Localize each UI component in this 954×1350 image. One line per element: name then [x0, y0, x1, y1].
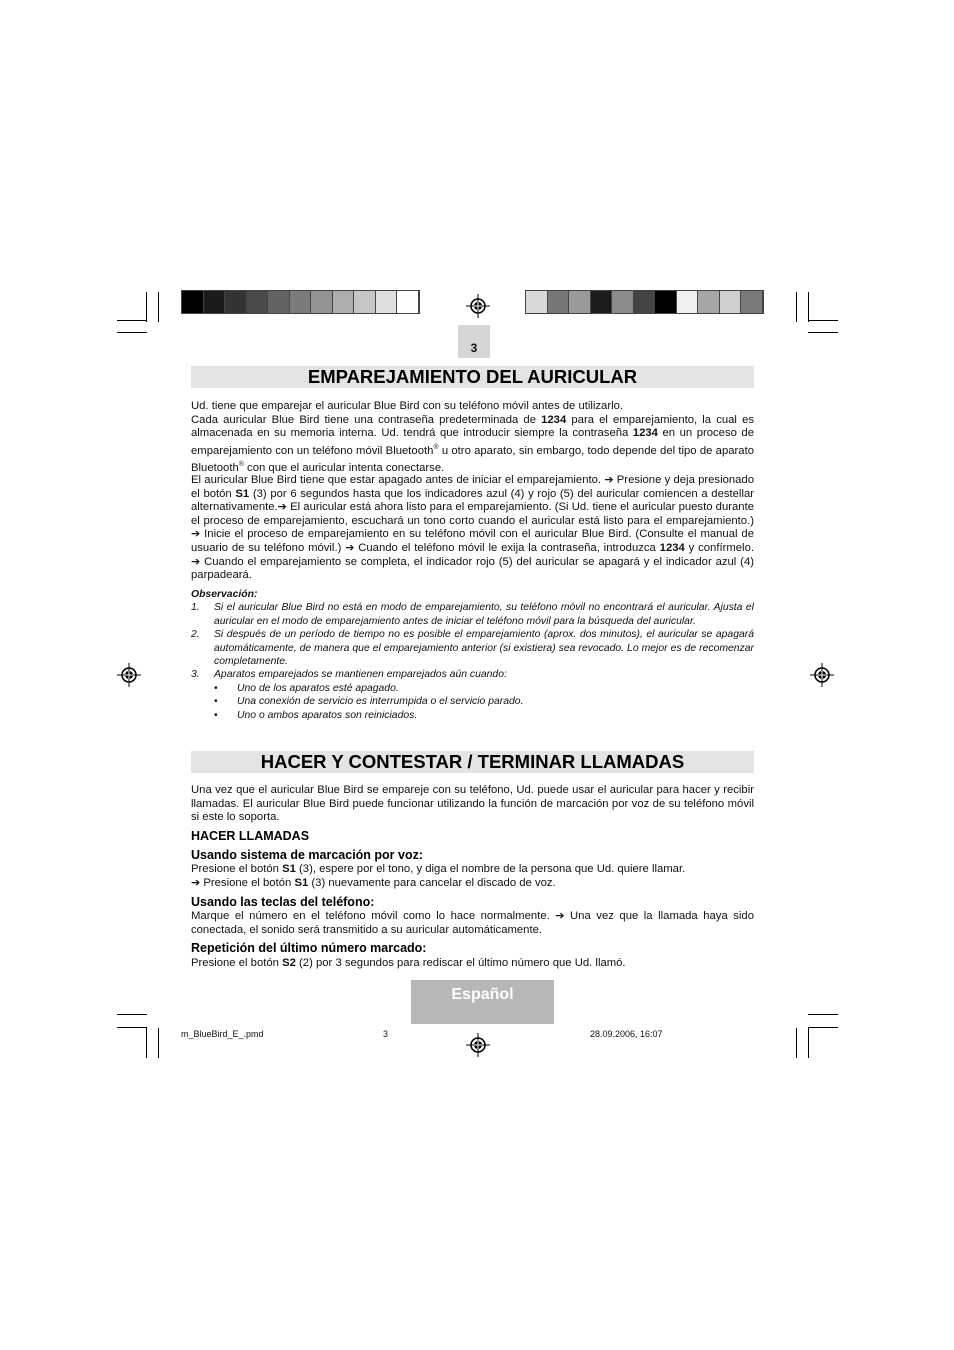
text: Marque el número en el teléfono móvil como lo hace normalmente.	[191, 910, 556, 922]
text: Presione y deja presionado el botón	[191, 474, 754, 500]
color-bar-left	[181, 290, 420, 314]
note-text: Si el auricular Blue Bird no está en modo de emparejamiento, su teléfono móvil no encontrará el auricular. Ajusta el auricular en el modo de emparejamiento antes de iniciar el teléfono móvil para la búsqueda del auricular.	[214, 602, 754, 627]
bullet-text: Una conexión de servicio es interrumpida o el servicio parado.	[237, 696, 524, 708]
note-item	[191, 668, 754, 681]
pairing-steps	[191, 474, 754, 583]
subheading-make-calls: HACER LLAMADAS	[191, 829, 310, 843]
code-1234: 1234	[541, 413, 567, 426]
registration-mark-icon	[117, 663, 141, 687]
footer-page: 3	[383, 1029, 389, 1039]
text: Cuando el teléfono móvil le exija la contraseña, introduzca	[354, 541, 660, 554]
text: y confírmelo.	[684, 541, 754, 554]
bullet-text: Uno o ambos aparatos son reiniciados.	[237, 709, 418, 721]
arrow-icon: ➔	[555, 910, 565, 922]
arrow-icon: ➔	[191, 528, 201, 541]
paragraph	[191, 910, 754, 937]
note-text: Aparatos emparejados se mantienen emparejados aún cuando:	[214, 669, 507, 681]
button-s1: S1	[235, 487, 250, 500]
text: (3) por 6 segundos hasta que los indicadores azul (4) y rojo (5) del auricular comiencen a destellar alternativamente.	[191, 487, 754, 514]
text: (3), espere por el tono, y diga el nombre de la persona que Ud. quiere llamar.	[295, 863, 686, 875]
note-number: 2.	[191, 629, 200, 641]
bullet-icon: •	[214, 696, 218, 708]
calls-intro	[191, 784, 754, 825]
arrow-icon: ➔	[277, 501, 287, 514]
text: para el emparejamiento, la cual es almacenada en su memoria interna. Ud. tendrá que introducir siempre la contraseña	[191, 413, 754, 440]
voice-dial-text	[191, 863, 754, 890]
bullet-text: Uno de los aparatos esté apagado.	[237, 682, 399, 694]
section-heading-pairing: EMPAREJAMIENTO DEL AURICULAR	[191, 366, 754, 388]
page-number	[458, 325, 490, 358]
bullet-item	[214, 695, 754, 708]
registered-mark: ®	[433, 443, 439, 451]
text: Cada auricular Blue Bird tiene una contraseña predeterminada de	[191, 413, 542, 426]
bullet-icon: •	[214, 682, 218, 694]
subheading-voice-dial: Usando sistema de marcación por voz:	[191, 848, 424, 862]
text: Presione el botón	[191, 957, 283, 969]
note-number: 3.	[191, 669, 200, 681]
paragraph	[191, 400, 754, 476]
footer-file: m_BlueBird_E_.pmd	[181, 1029, 264, 1039]
code-1234: 1234	[632, 427, 658, 440]
text: (3) nuevamente para cancelar el discado de voz.	[308, 876, 556, 889]
arrow-icon: ➔	[191, 876, 201, 889]
arrow-icon: ➔	[191, 555, 201, 568]
text: Presione el botón	[200, 876, 295, 889]
text: en un proceso de emparejamiento con un teléfono móvil Bluetooth	[191, 427, 754, 457]
color-bar-right	[525, 290, 764, 314]
note-text: Si después de un período de tiempo no es posible el emparejamiento (aprox. dos minutos), el auricular se apagará automáticamente, de manera que el emparejamiento anterior (si existiera) sea revocado. Lo mejor es de recomenzar completamente.	[214, 629, 754, 668]
arrow-icon: ➔	[604, 474, 614, 486]
text: Ud. tiene que emparejar el auricular Blue Bird con su teléfono móvil antes de utilizarlo.	[191, 400, 624, 412]
paragraph	[191, 957, 754, 971]
section-heading-calls: HACER Y CONTESTAR / TERMINAR LLAMADAS	[191, 751, 754, 773]
observation-notes	[191, 588, 754, 722]
text: u otro aparato, sin embargo, todo depende del tipo de aparato Bluetooth	[191, 444, 754, 474]
redial-text	[191, 957, 754, 971]
button-s1: S1	[282, 863, 296, 875]
text: (2) por 3 segundos para rediscar el último número que Ud. llamó.	[295, 957, 626, 969]
footer-date: 28.09.2006, 16:07	[590, 1029, 663, 1039]
phone-keys-text	[191, 910, 754, 937]
paragraph	[191, 474, 754, 583]
text: con que el auricular intenta conectarse.	[243, 461, 445, 474]
note-item	[191, 601, 754, 628]
text: El auricular está ahora listo para el emparejamiento. (Si Ud. tiene el auricular puesto durante el proceso de emparejamiento, escuchará un tono corto cuando el auricular está listo para el emparejamiento.)	[191, 501, 754, 527]
language-tab: Español	[411, 980, 554, 1024]
text: Cuando el emparejamiento se completa, el indicador rojo (5) del auricular se apagará y el indicador azul (4) parpadeará.	[191, 555, 754, 582]
paragraph	[191, 863, 754, 890]
bullet-item	[214, 709, 754, 722]
text: Presione el botón	[191, 863, 283, 875]
observation-title: Observación:	[191, 589, 258, 600]
note-number: 1.	[191, 602, 200, 614]
text: Una vez que la llamada haya sido conectada, el sonido será transmitido a su auricular automáticamente.	[191, 910, 755, 936]
bullet-icon: •	[214, 709, 218, 721]
subheading-phone-keys: Usando las teclas del teléfono:	[191, 895, 375, 909]
registration-mark-icon	[466, 1033, 490, 1057]
button-s1: S1	[294, 876, 309, 889]
button-s2: S2	[282, 957, 296, 969]
code-1234: 1234	[659, 541, 685, 554]
text: Inicie el proceso de emparejamiento en su teléfono móvil con el auricular Blue Bird. (Consulte el manual de usuario de su teléfono móvil.)	[191, 528, 754, 554]
registration-mark-icon	[466, 294, 490, 318]
registered-mark: ®	[238, 461, 244, 469]
bullet-item	[214, 682, 754, 695]
arrow-icon: ➔	[345, 541, 355, 554]
note-item	[191, 628, 754, 668]
paragraph: Una vez que el auricular Blue Bird se empareje con su teléfono, Ud. puede usar el auricular para hacer y recibir llamadas. El auricular Blue Bird puede funcionar utilizando la función de marcación por voz de su teléfono móvil si este lo soporta.	[191, 784, 754, 824]
page-number-label: 3	[470, 341, 478, 355]
registration-mark-icon	[810, 663, 834, 687]
pairing-intro	[191, 400, 754, 476]
subheading-redial: Repetición del último número marcado:	[191, 941, 427, 955]
text: El auricular Blue Bird tiene que estar apagado antes de iniciar el emparejamiento.	[191, 474, 605, 486]
